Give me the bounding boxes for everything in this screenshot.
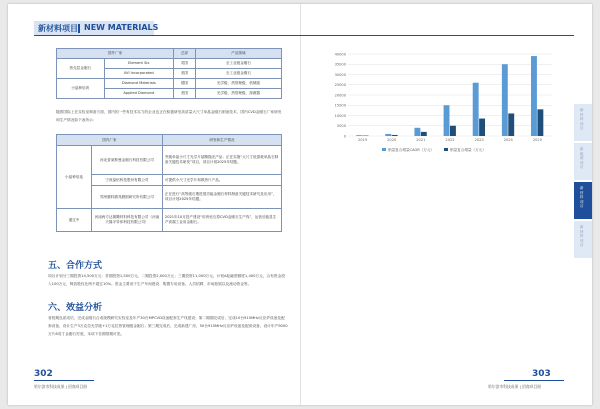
table1-field: 全工业级金刚石: [195, 69, 281, 79]
x-tick-label: 2020: [387, 138, 397, 142]
bar-series2: [508, 113, 514, 136]
table1-field: 光学级、热管理级、机械级: [195, 79, 281, 89]
table2-header-company: 国内厂家: [57, 135, 163, 146]
right-page-number: 303: [532, 369, 551, 379]
bar-series1: [531, 56, 537, 136]
table1-hq: 美国: [174, 69, 196, 79]
y-tick-label: 40000: [334, 52, 346, 57]
legend-swatch: [444, 148, 448, 151]
table2-info: 正在进行“高等级石墨进展功能金刚石材料制备关键技术研究及应用”，项目计划2025年结题。: [162, 186, 281, 209]
table2-info: 突破单晶小尺寸光学片超精抛光产品；正在实施“大尺寸低损耗单晶石制备关键技术研发”项目，项目计划2025年结题。: [162, 146, 281, 175]
x-tick-label: 2023: [474, 138, 484, 142]
table2-info: 2021年10月投产建设“培育钻石将CVD金刚石生产线”，运营后能显生产高端工业用金刚石。: [162, 209, 281, 232]
table1-header-field: 产品领域: [195, 49, 281, 59]
bar-series1: [385, 134, 391, 136]
side-tab-label: 新材料项目: [580, 186, 584, 208]
y-tick-label: 10000: [334, 113, 346, 118]
header-title-en: NEW MATERIALS: [84, 23, 159, 32]
table-row: [57, 79, 282, 89]
side-tab-label: 新材料项目: [580, 225, 584, 247]
table-row: [57, 59, 282, 69]
legend-label: 销量复合增量CAGR（万元）: [388, 147, 435, 152]
right-footer-rule: [504, 380, 564, 381]
left-footer-rule: [34, 380, 94, 381]
bar-series1: [502, 64, 508, 136]
table1-hq: 德国: [174, 79, 196, 89]
y-tick-label: 30000: [334, 72, 346, 77]
table-row: [57, 209, 282, 232]
table2-company: 河南两方达图腾材料科技有限公司（河南天隆半导体科技有限公司）: [92, 209, 163, 232]
table2-company: 河北普莱斯曼金刚石科技有限公司: [92, 146, 163, 175]
table2-company: 宁波晶钻科技股份有限公司: [92, 175, 163, 186]
page-fold: [300, 4, 301, 405]
intro-paragraph: 随着国际上在实验室制备方面，国内的一些有技术实力的企业也正在积极研发高质量大尺寸单晶金刚石制备技术，国内CVD金刚石厂家研发和生产情况如下表所示：: [56, 110, 282, 122]
foreign-manufacturers-table: [56, 48, 282, 99]
document-spread: [8, 4, 592, 405]
side-tab[interactable]: [574, 143, 592, 180]
table1-category: 热壳层金刚石: [57, 59, 105, 79]
bar-series1: [414, 128, 420, 136]
domestic-manufacturers-table: [56, 134, 282, 232]
bar-series2: [479, 119, 485, 136]
table1-company: Diamond Materials: [104, 79, 174, 89]
table2-company: 郑州磨料磨具磨削研究所有限公司: [92, 186, 163, 209]
table1-header-hq: 总部: [174, 49, 196, 59]
x-tick-label: 2019: [357, 138, 368, 142]
table1-category: 小晶种培育: [57, 79, 105, 99]
side-tab-active[interactable]: [574, 182, 592, 219]
y-tick-label: 15000: [334, 103, 346, 108]
x-tick-label: 2021: [416, 138, 426, 142]
side-tab-label: 新材料项目: [580, 108, 584, 130]
table1-hq: 英国: [174, 59, 196, 69]
header-divider: [78, 24, 80, 33]
side-tab[interactable]: [574, 104, 592, 141]
side-tab-label: 新能源项目: [580, 147, 584, 169]
bar-series1: [473, 83, 479, 136]
y-tick-label: 25000: [334, 83, 346, 88]
bar-series2: [392, 135, 398, 136]
table2-header-info: 研发和生产情况: [162, 135, 281, 146]
market-chart: [322, 48, 558, 160]
legend-swatch: [382, 148, 386, 151]
table2-info: 可提供小尺寸光学片和散热片产品。: [162, 175, 281, 186]
side-tab[interactable]: [574, 221, 592, 258]
x-tick-label: 2024: [503, 138, 513, 142]
table1-hq: 美国: [174, 89, 196, 99]
header-rule: [34, 35, 574, 36]
bar-series1: [444, 105, 450, 136]
table1-field: 全工业级金刚石: [195, 59, 281, 69]
table1-header-company: 国外厂家: [57, 49, 174, 59]
bar-series2: [537, 109, 543, 136]
y-tick-label: 0: [343, 134, 346, 139]
side-tabs: [574, 104, 592, 260]
left-page-number: 302: [34, 369, 53, 379]
table2-category: 通过中: [57, 209, 92, 232]
table1-field: 光学级、热管理级、探测器: [195, 89, 281, 99]
table1-company: IIVI Incorporated: [104, 69, 174, 79]
table1-company: Applied Diamond: [104, 89, 174, 99]
table1-company: Element Six: [104, 59, 174, 69]
legend-label: 销量复合增量（万元）: [450, 147, 486, 152]
x-tick-label: 2022: [445, 138, 455, 142]
table2-category: 小晶种培选: [57, 146, 92, 209]
y-tick-label: 5000: [336, 124, 346, 129]
y-tick-label: 35000: [334, 62, 346, 67]
section6-title: 六、效益分析: [48, 303, 103, 313]
y-tick-label: 20000: [334, 93, 346, 98]
section6-text: 省校期良质成后，完成金刚石合成规模研究实验室及年产30台MPCVD设备配套生产线建设；第二期期完成后，完成10台915MHz反应炉设备及配套设备，设计生产3万克拉光学级+1万克拉热管理级金刚石；第三期完成后，完成新建厂房，50台915MHz反应炉设备及配套设备，设计年产9000万片6英寸金刚石衬底，本项下各期预期可见。: [48, 316, 288, 336]
section5-title: 五、合作方式: [48, 261, 103, 271]
bar-series2: [450, 126, 456, 136]
left-footer-text: 哈尔滨市科技成果 | 招商项目册: [34, 384, 88, 389]
x-tick-label: 2025: [532, 138, 543, 142]
table-row: [57, 146, 282, 175]
right-footer-text: 哈尔滨市科技成果 | 招商项目册: [488, 384, 542, 389]
header-title-cn: 新材料项目: [38, 24, 78, 33]
section-header: [34, 21, 159, 36]
section5-text: 项目计划分三期投资14,500万元：首期投资1,500万元，二期投资2,000万元；三期投资11,000万元。计划A轮融资额度1,400万元，合有资金投入100万元，释放股权比例不超过10%。资金主要用于生产车间建设、购置专用设备、人员招聘、市场拓展以及流动资金等。: [48, 274, 285, 286]
chart-canvas: [322, 48, 558, 160]
bar-series1: [356, 135, 362, 136]
bar-series2: [421, 132, 427, 136]
